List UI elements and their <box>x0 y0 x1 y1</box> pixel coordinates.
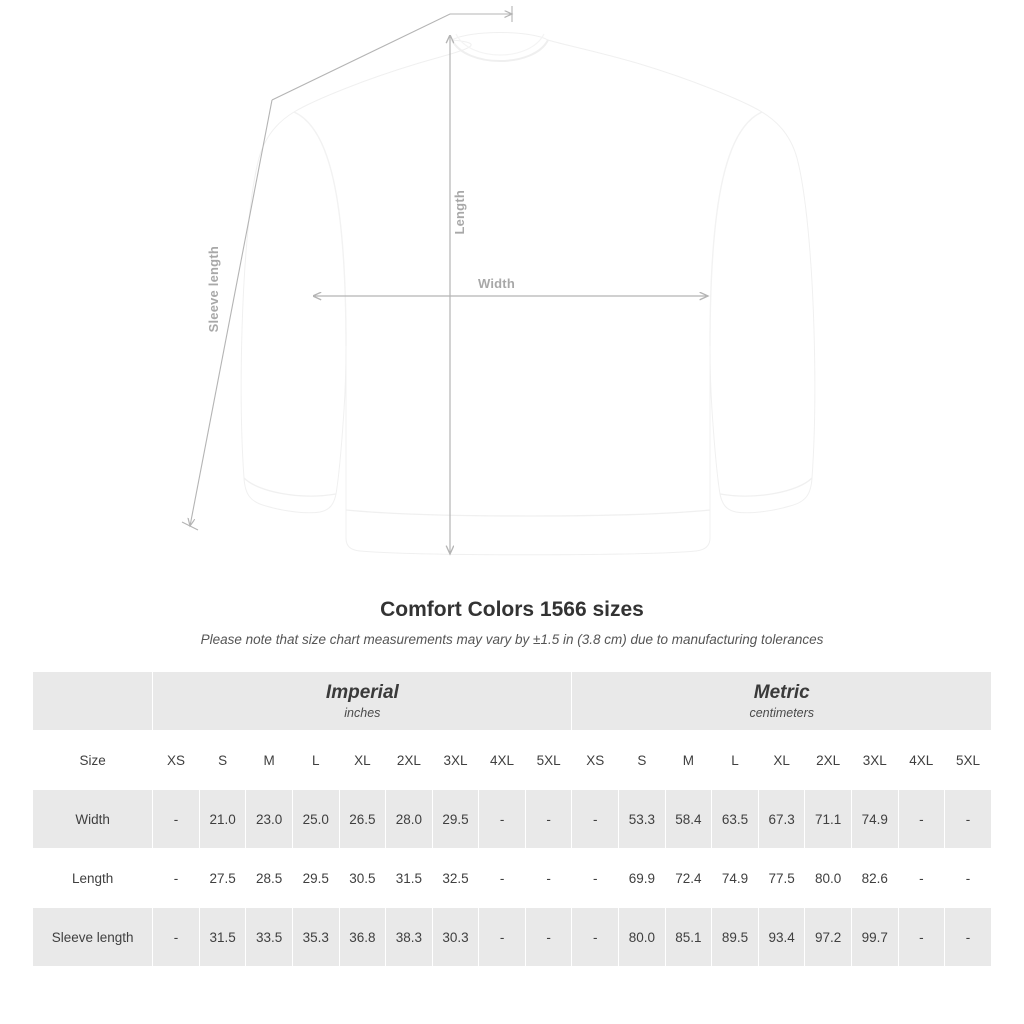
cell-length-imperial-xl: 30.5 <box>339 849 386 908</box>
corner-blank-cell <box>33 672 153 731</box>
title-block <box>0 598 1024 647</box>
cell-length-metric-s: 69.9 <box>619 849 666 908</box>
size-header-metric-3xl: 3XL <box>851 731 898 790</box>
size-header-metric-5xl: 5XL <box>945 731 992 790</box>
cell-sleeve-metric-m: 85.1 <box>665 908 712 967</box>
cell-sleeve-imperial-xl: 36.8 <box>339 908 386 967</box>
length-label: Length <box>452 190 467 235</box>
cell-length-imperial-4xl: - <box>479 849 526 908</box>
width-label: Width <box>478 276 515 291</box>
metric-unit-header <box>572 672 992 731</box>
cell-width-metric-xs: - <box>572 790 619 849</box>
size-header-metric-l: L <box>712 731 759 790</box>
imperial-unit-name: Imperial <box>325 682 399 703</box>
cell-sleeve-imperial-3xl: 30.3 <box>432 908 479 967</box>
size-header-imperial-l: L <box>292 731 339 790</box>
cell-width-imperial-xs: - <box>153 790 200 849</box>
cell-sleeve-imperial-xs: - <box>153 908 200 967</box>
unit-header-row <box>33 672 992 731</box>
size-header-imperial-2xl: 2XL <box>386 731 433 790</box>
cell-length-metric-xl: 77.5 <box>758 849 805 908</box>
metric-unit-name: Metric <box>753 682 810 703</box>
size-header-metric-2xl: 2XL <box>805 731 852 790</box>
table-row <box>33 790 992 849</box>
cell-width-imperial-3xl: 29.5 <box>432 790 479 849</box>
size-table <box>32 671 992 967</box>
cell-length-metric-xs: - <box>572 849 619 908</box>
cell-width-imperial-2xl: 28.0 <box>386 790 433 849</box>
size-header-imperial-4xl: 4XL <box>479 731 526 790</box>
cell-sleeve-imperial-s: 31.5 <box>199 908 246 967</box>
cell-width-metric-m: 58.4 <box>665 790 712 849</box>
cell-length-metric-4xl: - <box>898 849 945 908</box>
size-header-imperial-5xl: 5XL <box>525 731 572 790</box>
table-row <box>33 908 992 967</box>
row-label-width: Width <box>33 790 153 849</box>
cell-length-imperial-5xl: - <box>525 849 572 908</box>
cell-width-metric-xl: 67.3 <box>758 790 805 849</box>
sweatshirt-shape <box>241 33 815 555</box>
imperial-unit-sub: inches <box>344 705 381 720</box>
cell-sleeve-metric-2xl: 97.2 <box>805 908 852 967</box>
table-row <box>33 849 992 908</box>
cell-width-imperial-l: 25.0 <box>292 790 339 849</box>
size-column-label: Size <box>33 731 153 790</box>
cell-length-imperial-3xl: 32.5 <box>432 849 479 908</box>
cell-sleeve-imperial-l: 35.3 <box>292 908 339 967</box>
size-header-metric-s: S <box>619 731 666 790</box>
cell-length-imperial-s: 27.5 <box>199 849 246 908</box>
cell-sleeve-metric-l: 89.5 <box>712 908 759 967</box>
size-header-metric-m: M <box>665 731 712 790</box>
size-table-wrapper <box>32 671 992 967</box>
cell-length-metric-2xl: 80.0 <box>805 849 852 908</box>
cell-length-imperial-l: 29.5 <box>292 849 339 908</box>
cell-width-metric-5xl: - <box>945 790 992 849</box>
row-label-length: Length <box>33 849 153 908</box>
size-header-row <box>33 731 992 790</box>
metric-unit-sub: centimeters <box>749 705 815 720</box>
cell-sleeve-metric-5xl: - <box>945 908 992 967</box>
size-header-imperial-s: S <box>199 731 246 790</box>
cell-sleeve-imperial-2xl: 38.3 <box>386 908 433 967</box>
cell-width-metric-s: 53.3 <box>619 790 666 849</box>
cell-sleeve-metric-xs: - <box>572 908 619 967</box>
cell-width-metric-4xl: - <box>898 790 945 849</box>
cell-sleeve-metric-3xl: 99.7 <box>851 908 898 967</box>
cell-width-metric-3xl: 74.9 <box>851 790 898 849</box>
size-header-metric-4xl: 4XL <box>898 731 945 790</box>
page-title: Comfort Colors 1566 sizes <box>380 598 644 621</box>
cell-length-metric-m: 72.4 <box>665 849 712 908</box>
cell-sleeve-imperial-4xl: - <box>479 908 526 967</box>
cell-sleeve-metric-4xl: - <box>898 908 945 967</box>
cell-length-imperial-m: 28.5 <box>246 849 293 908</box>
cell-width-metric-2xl: 71.1 <box>805 790 852 849</box>
cell-sleeve-metric-xl: 93.4 <box>758 908 805 967</box>
cell-width-imperial-m: 23.0 <box>246 790 293 849</box>
size-header-imperial-xl: XL <box>339 731 386 790</box>
cell-length-metric-l: 74.9 <box>712 849 759 908</box>
cell-sleeve-imperial-5xl: - <box>525 908 572 967</box>
cell-width-imperial-s: 21.0 <box>199 790 246 849</box>
size-header-imperial-m: M <box>246 731 293 790</box>
cell-width-imperial-4xl: - <box>479 790 526 849</box>
cell-sleeve-metric-s: 80.0 <box>619 908 666 967</box>
cell-length-imperial-xs: - <box>153 849 200 908</box>
imperial-unit-header <box>153 672 572 731</box>
row-label-sleeve-length: Sleeve length <box>33 908 153 967</box>
sleeve-length-label: Sleeve length <box>206 246 221 333</box>
cell-width-metric-l: 63.5 <box>712 790 759 849</box>
size-header-metric-xl: XL <box>758 731 805 790</box>
cell-width-imperial-xl: 26.5 <box>339 790 386 849</box>
cell-length-imperial-2xl: 31.5 <box>386 849 433 908</box>
tolerance-note: Please note that size chart measurements may vary by ±1.5 in (3.8 cm) due to manufacturing tolerances <box>200 632 824 647</box>
cell-length-metric-5xl: - <box>945 849 992 908</box>
size-header-metric-xs: XS <box>572 731 619 790</box>
cell-width-imperial-5xl: - <box>525 790 572 849</box>
cell-sleeve-imperial-m: 33.5 <box>246 908 293 967</box>
size-header-imperial-xs: XS <box>153 731 200 790</box>
size-header-imperial-3xl: 3XL <box>432 731 479 790</box>
cell-length-metric-3xl: 82.6 <box>851 849 898 908</box>
